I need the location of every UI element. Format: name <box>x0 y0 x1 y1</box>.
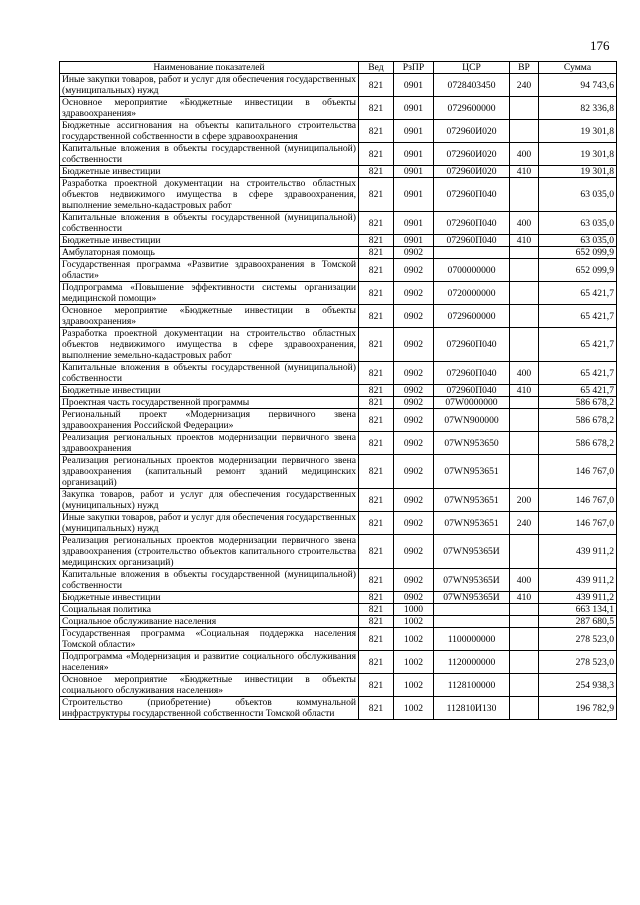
row-csr: 072960П040 <box>434 362 510 385</box>
row-name: Социальная политика <box>60 604 359 616</box>
table-row <box>60 362 617 385</box>
row-rzpr: 0901 <box>394 212 434 235</box>
row-name: Капитальные вложения в объекты государственной (муниципальной) собственности <box>60 362 359 385</box>
table-row <box>60 455 617 489</box>
header-ved: Вед <box>359 62 394 74</box>
row-csr: 072960П040 <box>434 235 510 247</box>
row-sum: 586 678,2 <box>539 432 617 455</box>
row-csr: 07WN95365И <box>434 592 510 604</box>
row-vr <box>510 247 539 259</box>
row-vr: 240 <box>510 512 539 535</box>
row-csr: 072960П040 <box>434 212 510 235</box>
row-name: Реализация региональных проектов модернизации первичного звена здравоохранения <box>60 432 359 455</box>
table-header-row <box>60 62 617 74</box>
row-rzpr: 1002 <box>394 697 434 720</box>
row-csr: 1100000000 <box>434 628 510 651</box>
row-rzpr: 0902 <box>394 455 434 489</box>
row-rzpr: 0901 <box>394 74 434 97</box>
table-row <box>60 697 617 720</box>
page-number: 176 <box>590 38 610 53</box>
row-vr <box>510 604 539 616</box>
row-ved: 821 <box>359 512 394 535</box>
row-vr <box>510 535 539 569</box>
row-rzpr: 0901 <box>394 166 434 178</box>
table-row <box>60 259 617 282</box>
row-name: Социальное обслуживание населения <box>60 616 359 628</box>
row-vr <box>510 628 539 651</box>
table-row <box>60 397 617 409</box>
row-rzpr: 1002 <box>394 616 434 628</box>
row-ved: 821 <box>359 235 394 247</box>
table-row <box>60 328 617 362</box>
table-row <box>60 143 617 166</box>
row-csr: 0729600000 <box>434 97 510 120</box>
row-csr: 07WN95365И <box>434 535 510 569</box>
row-vr: 410 <box>510 385 539 397</box>
row-name: Капитальные вложения в объекты государственной (муниципальной) собственности <box>60 143 359 166</box>
row-ved: 821 <box>359 212 394 235</box>
table-row <box>60 409 617 432</box>
header-vr: ВР <box>510 62 539 74</box>
row-csr <box>434 247 510 259</box>
row-csr: 1128100000 <box>434 674 510 697</box>
row-ved: 821 <box>359 455 394 489</box>
row-sum: 19 301,8 <box>539 120 617 143</box>
row-vr <box>510 651 539 674</box>
row-sum: 19 301,8 <box>539 143 617 166</box>
row-vr: 400 <box>510 362 539 385</box>
row-sum: 439 911,2 <box>539 569 617 592</box>
row-ved: 821 <box>359 628 394 651</box>
row-name: Бюджетные инвестиции <box>60 166 359 178</box>
row-name: Бюджетные инвестиции <box>60 592 359 604</box>
row-csr: 07WN953651 <box>434 512 510 535</box>
row-rzpr: 0901 <box>394 120 434 143</box>
row-name: Основное мероприятие «Бюджетные инвестиции в объекты здравоохранения» <box>60 97 359 120</box>
row-sum: 65 421,7 <box>539 385 617 397</box>
row-vr <box>510 409 539 432</box>
row-sum: 65 421,7 <box>539 282 617 305</box>
row-ved: 821 <box>359 592 394 604</box>
row-sum: 19 301,8 <box>539 166 617 178</box>
table-row <box>60 305 617 328</box>
row-rzpr: 0902 <box>394 592 434 604</box>
row-ved: 821 <box>359 328 394 362</box>
row-rzpr: 1002 <box>394 674 434 697</box>
row-ved: 821 <box>359 120 394 143</box>
table-row <box>60 604 617 616</box>
row-rzpr: 0901 <box>394 178 434 212</box>
row-vr <box>510 178 539 212</box>
table-row <box>60 535 617 569</box>
table-row <box>60 212 617 235</box>
table-row <box>60 74 617 97</box>
table-row <box>60 592 617 604</box>
row-vr <box>510 120 539 143</box>
header-csr: ЦСР <box>434 62 510 74</box>
row-csr: 0720000000 <box>434 282 510 305</box>
row-csr: 112810И130 <box>434 697 510 720</box>
row-sum: 196 782,9 <box>539 697 617 720</box>
row-rzpr: 0902 <box>394 569 434 592</box>
row-sum: 94 743,6 <box>539 74 617 97</box>
row-sum: 63 035,0 <box>539 235 617 247</box>
row-rzpr: 0902 <box>394 409 434 432</box>
row-rzpr: 0902 <box>394 305 434 328</box>
row-sum: 65 421,7 <box>539 362 617 385</box>
table-row <box>60 166 617 178</box>
row-csr: 072960П040 <box>434 385 510 397</box>
row-vr: 410 <box>510 235 539 247</box>
row-name: Иные закупки товаров, работ и услуг для обеспечения государственных (муниципальных) нужд <box>60 74 359 97</box>
row-ved: 821 <box>359 604 394 616</box>
row-vr <box>510 259 539 282</box>
row-ved: 821 <box>359 247 394 259</box>
row-ved: 821 <box>359 674 394 697</box>
row-name: Иные закупки товаров, работ и услуг для обеспечения государственных (муниципальных) нужд <box>60 512 359 535</box>
row-vr <box>510 305 539 328</box>
row-ved: 821 <box>359 74 394 97</box>
table-row <box>60 385 617 397</box>
row-rzpr: 0902 <box>394 328 434 362</box>
row-ved: 821 <box>359 697 394 720</box>
row-sum: 586 678,2 <box>539 409 617 432</box>
table-row <box>60 97 617 120</box>
row-ved: 821 <box>359 535 394 569</box>
row-csr: 0728403450 <box>434 74 510 97</box>
row-rzpr: 0901 <box>394 143 434 166</box>
row-rzpr: 0902 <box>394 397 434 409</box>
budget-table <box>59 61 617 720</box>
row-csr: 07WN953651 <box>434 489 510 512</box>
row-sum: 586 678,2 <box>539 397 617 409</box>
row-ved: 821 <box>359 97 394 120</box>
row-ved: 821 <box>359 616 394 628</box>
row-ved: 821 <box>359 397 394 409</box>
row-name: Подпрограмма «Модернизация и развитие социального обслуживания населения» <box>60 651 359 674</box>
row-name: Бюджетные инвестиции <box>60 235 359 247</box>
row-name: Реализация региональных проектов модернизации первичного звена здравоохранения (строительство объектов капитального строительства медицинских организаций) <box>60 535 359 569</box>
row-name: Основное мероприятие «Бюджетные инвестиции в объекты здравоохранения» <box>60 305 359 328</box>
table-row <box>60 282 617 305</box>
row-ved: 821 <box>359 362 394 385</box>
row-ved: 821 <box>359 409 394 432</box>
row-name: Реализация региональных проектов модернизации первичного звена здравоохранения (капитальный ремонт зданий медицинских организаций) <box>60 455 359 489</box>
row-name: Амбулаторная помощь <box>60 247 359 259</box>
row-rzpr: 0901 <box>394 235 434 247</box>
row-vr <box>510 282 539 305</box>
row-ved: 821 <box>359 259 394 282</box>
header-rzpr: РзПР <box>394 62 434 74</box>
table-body <box>60 74 617 720</box>
row-vr: 200 <box>510 489 539 512</box>
row-csr: 07WN900000 <box>434 409 510 432</box>
row-rzpr: 0902 <box>394 282 434 305</box>
row-ved: 821 <box>359 143 394 166</box>
row-sum: 65 421,7 <box>539 305 617 328</box>
row-name: Бюджетные ассигнования на объекты капитального строительства государственной собственности в сфере здравоохранения <box>60 120 359 143</box>
row-vr: 400 <box>510 143 539 166</box>
row-rzpr: 0902 <box>394 385 434 397</box>
row-name: Государственная программа «Развитие здравоохранения в Томской области» <box>60 259 359 282</box>
row-vr <box>510 97 539 120</box>
row-rzpr: 0902 <box>394 362 434 385</box>
row-name: Закупка товаров, работ и услуг для обеспечения государственных (муниципальных) нужд <box>60 489 359 512</box>
row-ved: 821 <box>359 178 394 212</box>
row-csr: 072960И020 <box>434 143 510 166</box>
table-row <box>60 569 617 592</box>
row-sum: 652 099,9 <box>539 247 617 259</box>
row-csr: 072960П040 <box>434 328 510 362</box>
row-rzpr: 0902 <box>394 259 434 282</box>
row-csr: 0700000000 <box>434 259 510 282</box>
row-rzpr: 0902 <box>394 247 434 259</box>
row-rzpr: 0902 <box>394 489 434 512</box>
row-ved: 821 <box>359 166 394 178</box>
table-row <box>60 489 617 512</box>
table-row <box>60 120 617 143</box>
row-sum: 82 336,8 <box>539 97 617 120</box>
row-vr <box>510 397 539 409</box>
table-row <box>60 432 617 455</box>
row-vr <box>510 455 539 489</box>
row-rzpr: 1000 <box>394 604 434 616</box>
row-vr: 240 <box>510 74 539 97</box>
table-row <box>60 235 617 247</box>
row-vr <box>510 674 539 697</box>
row-vr: 400 <box>510 212 539 235</box>
row-name: Бюджетные инвестиции <box>60 385 359 397</box>
row-sum: 146 767,0 <box>539 489 617 512</box>
row-sum: 287 680,5 <box>539 616 617 628</box>
row-name: Подпрограмма «Повышение эффективности системы организации медицинской помощи» <box>60 282 359 305</box>
row-name: Проектная часть государственной программы <box>60 397 359 409</box>
table-row <box>60 628 617 651</box>
row-rzpr: 1002 <box>394 651 434 674</box>
table-row <box>60 178 617 212</box>
table-row <box>60 247 617 259</box>
row-ved: 821 <box>359 282 394 305</box>
row-vr <box>510 697 539 720</box>
row-csr: 07WN953651 <box>434 455 510 489</box>
row-ved: 821 <box>359 651 394 674</box>
row-csr: 07WN953650 <box>434 432 510 455</box>
row-rzpr: 0902 <box>394 512 434 535</box>
row-sum: 278 523,0 <box>539 628 617 651</box>
row-sum: 146 767,0 <box>539 512 617 535</box>
row-vr: 410 <box>510 592 539 604</box>
row-ved: 821 <box>359 432 394 455</box>
row-sum: 652 099,9 <box>539 259 617 282</box>
row-csr: 07W0000000 <box>434 397 510 409</box>
row-name: Капитальные вложения в объекты государственной (муниципальной) собственности <box>60 569 359 592</box>
row-sum: 63 035,0 <box>539 212 617 235</box>
row-name: Строительство (приобретение) объектов коммунальной инфраструктуры государственной собственности Томской области <box>60 697 359 720</box>
row-sum: 278 523,0 <box>539 651 617 674</box>
row-csr <box>434 616 510 628</box>
row-vr <box>510 328 539 362</box>
table-row <box>60 651 617 674</box>
table-row <box>60 512 617 535</box>
row-csr: 07WN95365И <box>434 569 510 592</box>
row-name: Капитальные вложения в объекты государственной (муниципальной) собственности <box>60 212 359 235</box>
row-csr: 1120000000 <box>434 651 510 674</box>
row-csr: 0729600000 <box>434 305 510 328</box>
header-name: Наименование показателей <box>60 62 359 74</box>
row-vr: 410 <box>510 166 539 178</box>
row-ved: 821 <box>359 305 394 328</box>
row-sum: 439 911,2 <box>539 535 617 569</box>
row-vr <box>510 616 539 628</box>
row-rzpr: 0901 <box>394 97 434 120</box>
row-name: Государственная программа «Социальная поддержка населения Томской области» <box>60 628 359 651</box>
row-csr: 072960И020 <box>434 120 510 143</box>
row-rzpr: 1002 <box>394 628 434 651</box>
table-row <box>60 674 617 697</box>
row-rzpr: 0902 <box>394 432 434 455</box>
row-sum: 65 421,7 <box>539 328 617 362</box>
row-sum: 663 134,1 <box>539 604 617 616</box>
row-vr <box>510 432 539 455</box>
header-sum: Сумма <box>539 62 617 74</box>
row-csr <box>434 604 510 616</box>
row-sum: 439 911,2 <box>539 592 617 604</box>
row-rzpr: 0902 <box>394 535 434 569</box>
row-sum: 146 767,0 <box>539 455 617 489</box>
row-ved: 821 <box>359 489 394 512</box>
row-vr: 400 <box>510 569 539 592</box>
row-name: Основное мероприятие «Бюджетные инвестиции в объекты социального обслуживания населения» <box>60 674 359 697</box>
row-ved: 821 <box>359 569 394 592</box>
row-name: Разработка проектной документации на строительство областных объектов недвижимого имущества в сфере здравоохранения, выполнение земельно-кадастровых работ <box>60 178 359 212</box>
row-name: Разработка проектной документации на строительство областных объектов недвижимого имущества в сфере здравоохранения, выполнение земельно-кадастровых работ <box>60 328 359 362</box>
row-csr: 072960П040 <box>434 178 510 212</box>
row-name: Региональный проект «Модернизация первичного звена здравоохранения Российской Федерации» <box>60 409 359 432</box>
row-sum: 63 035,0 <box>539 178 617 212</box>
row-sum: 254 938,3 <box>539 674 617 697</box>
row-ved: 821 <box>359 385 394 397</box>
table-row <box>60 616 617 628</box>
row-csr: 072960И020 <box>434 166 510 178</box>
